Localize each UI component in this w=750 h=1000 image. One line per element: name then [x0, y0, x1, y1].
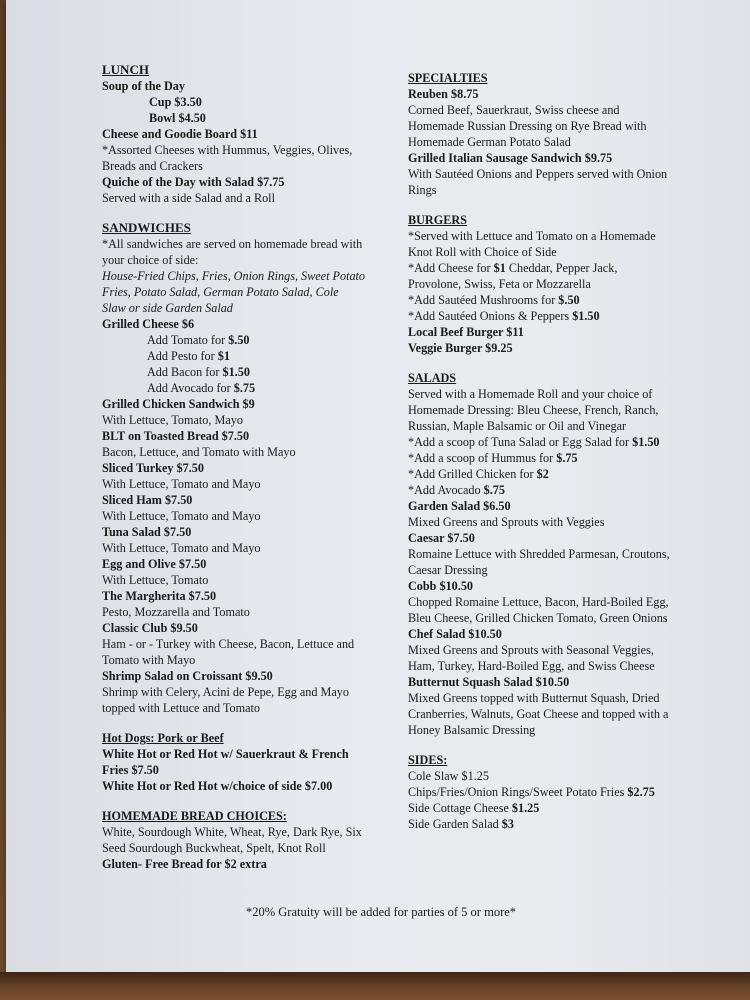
caesar-desc: Romaine Lettuce with Shredded Parmesan, Croutons,: [408, 547, 670, 561]
sandwich-item-desc: Bacon, Lettuce, and Tomato with Mayo: [102, 445, 296, 459]
sandwich-item-title: Grilled Chicken Sandwich $9: [102, 397, 255, 411]
reuben-desc: Homemade German Potato Salad: [408, 135, 571, 149]
reuben-desc: Homemade Russian Dressing on Rye Bread with: [408, 119, 647, 133]
lunch-heading: LUNCH: [102, 62, 149, 77]
right-column: [408, 70, 718, 832]
butternut-salad-desc: Cranberries, Walnuts, Goat Cheese and topped with a: [408, 707, 669, 721]
soup-cup: Cup $3.50: [149, 95, 202, 109]
bread-heading: HOMEMADE BREAD CHOICES:: [102, 809, 287, 823]
cobb-title: Cobb $10.50: [408, 579, 474, 593]
add-bacon-option: Add Bacon for $1.50: [147, 365, 250, 379]
soup-title: Soup of the Day: [102, 79, 185, 93]
sides-heading: SIDES:: [408, 753, 448, 767]
cheese-board-title: Cheese and Goodie Board $11: [102, 127, 258, 141]
sandwich-item-desc: With Lettuce, Tomato and Mayo: [102, 541, 261, 555]
chef-salad-desc: Mixed Greens and Sprouts with Seasonal Veggies,: [408, 643, 654, 657]
burger-mushrooms-option: *Add Sautéed Mushrooms for $.50: [408, 293, 580, 307]
salad-addon-hummus: *Add a scoop of Hummus for $.75: [408, 451, 578, 465]
sandwich-item-desc: With Lettuce, Tomato and Mayo: [102, 477, 261, 491]
hot-dog-item: White Hot or Red Hot w/ Sauerkraut & French: [102, 747, 349, 761]
caesar-desc: Caesar Dressing: [408, 563, 488, 577]
burger-onions-option: *Add Sautéed Onions & Peppers $1.50: [408, 309, 600, 323]
sandwich-item-title: Sliced Ham $7.50: [102, 493, 193, 507]
salads-heading: SALADS: [408, 371, 457, 385]
side-chips: Chips/Fries/Onion Rings/Sweet Potato Fries $2.75: [408, 785, 655, 799]
reuben-title: Reuben $8.75: [408, 87, 479, 101]
quiche-desc: Served with a side Salad and a Roll: [102, 191, 275, 205]
burgers-heading: BURGERS: [408, 213, 467, 227]
shrimp-desc: topped with Lettuce and Tomato: [102, 701, 260, 715]
shrimp-desc: Shrimp with Celery, Acini de Pepe, Egg and Mayo: [102, 685, 349, 699]
sandwiches-intro: your choice of side:: [102, 253, 199, 267]
chef-salad-desc: Ham, Turkey, Hard-Boiled Egg, and Swiss Cheese: [408, 659, 655, 673]
left-column: [102, 62, 392, 872]
salads-intro: Homemade Dressing: Bleu Cheese, French, Ranch,: [408, 403, 659, 417]
sandwiches-intro: *All sandwiches are served on homemade bread with: [102, 237, 363, 251]
sausage-title: Grilled Italian Sausage Sandwich $9.75: [408, 151, 613, 165]
garden-salad-title: Garden Salad $6.50: [408, 499, 511, 513]
specialties-heading: SPECIALTIES: [408, 71, 488, 85]
cobb-desc: Chopped Romaine Lettuce, Bacon, Hard-Boiled Egg,: [408, 595, 669, 609]
club-desc: Tomato with Mayo: [102, 653, 196, 667]
sandwich-item-title: Egg and Olive $7.50: [102, 557, 207, 571]
sandwich-item-title: BLT on Toasted Bread $7.50: [102, 429, 250, 443]
soup-bowl: Bowl $4.50: [149, 111, 206, 125]
cobb-desc: Bleu Cheese, Grilled Chicken Tomato, Green Onions: [408, 611, 668, 625]
butternut-salad-desc: Mixed Greens topped with Butternut Squash, Dried: [408, 691, 660, 705]
sausage-desc: Rings: [408, 183, 437, 197]
bread-choices: Seed Sourdough Buckwheat, Spelt, Knot Roll: [102, 841, 326, 855]
add-avocado-option: Add Avocado for $.75: [147, 381, 256, 395]
salad-addon-chicken: *Add Grilled Chicken for $2: [408, 467, 549, 481]
quiche-title: Quiche of the Day with Salad $7.75: [102, 175, 285, 189]
club-desc: Ham - or - Turkey with Cheese, Bacon, Lettuce and: [102, 637, 355, 651]
club-title: Classic Club $9.50: [102, 621, 198, 635]
chef-salad-title: Chef Salad $10.50: [408, 627, 502, 641]
cheese-board-desc: Breads and Crackers: [102, 159, 203, 173]
side-cottage-cheese: Side Cottage Cheese $1.25: [408, 801, 540, 815]
butternut-salad-desc: Honey Balsamic Dressing: [408, 723, 536, 737]
sandwich-item-desc: With Lettuce, Tomato: [102, 573, 209, 587]
sandwiches-sides: Fries, Potato Salad, German Potato Salad, Cole: [102, 285, 339, 299]
reuben-desc: Corned Beef, Sauerkraut, Swiss cheese and: [408, 103, 620, 117]
side-cole-slaw: Cole Slaw $1.25: [408, 769, 489, 783]
hot-dogs-heading: Hot Dogs: Pork or Beef: [102, 731, 224, 745]
salads-intro: Served with a Homemade Roll and your choice of: [408, 387, 653, 401]
gratuity-note: *20% Gratuity will be added for parties of 5 or more*: [245, 905, 517, 919]
burgers-intro: Knot Roll with Choice of Side: [408, 245, 557, 259]
sandwiches-sides: Slaw or side Garden Salad: [102, 301, 233, 315]
sandwich-item-title: The Margherita $7.50: [102, 589, 217, 603]
burgers-intro: *Served with Lettuce and Tomato on a Homemade: [408, 229, 656, 243]
add-tomato-option: Add Tomato for $.50: [147, 333, 250, 347]
sandwich-item-desc: With Lettuce, Tomato, Mayo: [102, 413, 243, 427]
salad-addon-tuna: *Add a scoop of Tuna Salad or Egg Salad for $1.50: [408, 435, 660, 449]
table-surface: [0, 972, 750, 1000]
add-pesto-option: Add Pesto for $1: [147, 349, 230, 363]
burger-cheese-option: *Add Cheese for $1 Cheddar, Pepper Jack,: [408, 261, 618, 275]
butternut-salad-title: Butternut Squash Salad $10.50: [408, 675, 570, 689]
burger-cheese-choices: Provolone, Swiss, Feta or Mozzarella: [408, 277, 591, 291]
menu-paper: [6, 0, 750, 972]
hot-dog-item: White Hot or Red Hot w/choice of side $7.00: [102, 779, 333, 793]
side-garden-salad: Side Garden Salad $3: [408, 817, 514, 831]
sandwich-item-title: Tuna Salad $7.50: [102, 525, 192, 539]
garden-salad-desc: Mixed Greens and Sprouts with Veggies: [408, 515, 605, 529]
hot-dog-item: Fries $7.50: [102, 763, 159, 777]
bread-choices: White, Sourdough White, Wheat, Rye, Dark Rye, Six: [102, 825, 362, 839]
gluten-free-option: Gluten- Free Bread for $2 extra: [102, 857, 267, 871]
caesar-title: Caesar $7.50: [408, 531, 475, 545]
shrimp-title: Shrimp Salad on Croissant $9.50: [102, 669, 273, 683]
sandwich-item-desc: Pesto, Mozzarella and Tomato: [102, 605, 250, 619]
sandwich-item-title: Sliced Turkey $7.50: [102, 461, 204, 475]
sandwiches-heading: SANDWICHES: [102, 220, 191, 235]
sausage-desc: With Sautéed Onions and Peppers served with Onion: [408, 167, 668, 181]
sandwiches-sides: House-Fried Chips, Fries, Onion Rings, Sweet Potato: [102, 269, 366, 283]
local-beef-burger: Local Beef Burger $11: [408, 325, 524, 339]
salads-intro: Russian, Maple Balsamic or Oil and Vinegar: [408, 419, 627, 433]
salad-addon-avocado: *Add Avocado $.75: [408, 483, 505, 497]
veggie-burger: Veggie Burger $9.25: [408, 341, 513, 355]
grilled-cheese-title: Grilled Cheese $6: [102, 317, 195, 331]
cheese-board-desc: *Assorted Cheeses with Hummus, Veggies, Olives,: [102, 143, 353, 157]
sandwich-item-desc: With Lettuce, Tomato and Mayo: [102, 509, 261, 523]
